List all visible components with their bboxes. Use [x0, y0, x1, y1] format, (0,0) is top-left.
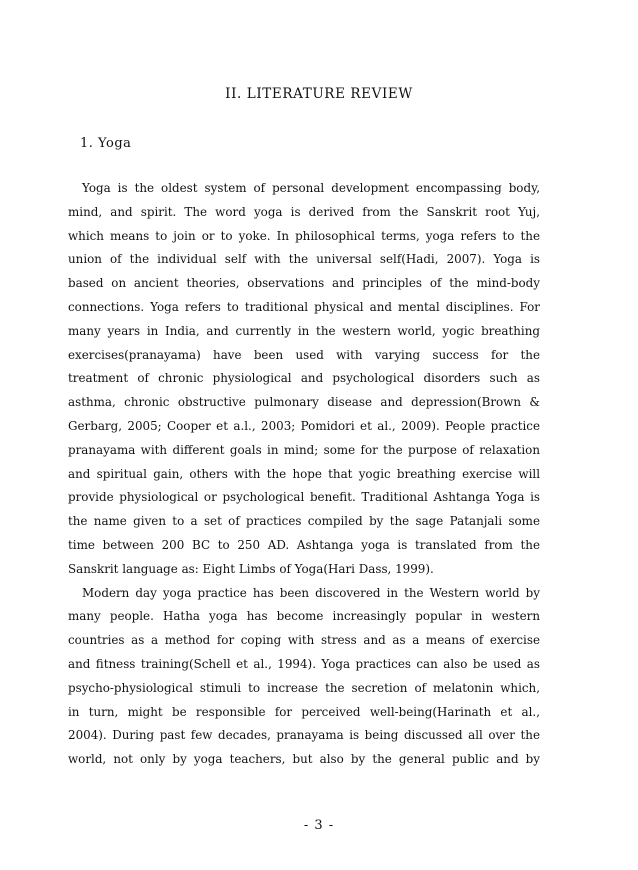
text-line: in turn, might be responsible for perceived well-being(Harinath et al.,: [68, 704, 540, 719]
text-line: asthma, chronic obstructive pulmonary disease and depression(Brown &: [68, 395, 540, 410]
text-line: many people. Hatha yoga has become increasingly popular in western: [68, 609, 540, 624]
chapter-title: II. LITERATURE REVIEW: [225, 86, 413, 102]
text-line: pranayama with different goals in mind; some for the purpose of relaxation: [68, 442, 540, 457]
text-line: union of the individual self with the universal self(Hadi, 2007). Yoga is: [68, 252, 540, 267]
text-line: world, not only by yoga teachers, but also by the general public and by: [68, 752, 540, 767]
page-number: - 3 -: [303, 818, 335, 833]
text-line: which means to join or to yoke. In philosophical terms, yoga refers to the: [68, 228, 540, 243]
text-line: Modern day yoga practice has been discovered in the Western world by: [82, 585, 540, 600]
text-line: treatment of chronic physiological and psychological disorders such as: [68, 371, 540, 386]
text-line: 2004). During past few decades, pranayama is being discussed all over the: [68, 728, 540, 743]
text-line: Sanskrit language as: Eight Limbs of Yoga(Hari Dass, 1999).: [68, 561, 434, 576]
section-heading: 1. Yoga: [80, 136, 132, 151]
text-line: mind, and spirit. The word yoga is derived from the Sanskrit root Yuj,: [68, 204, 540, 219]
text-line: the name given to a set of practices compiled by the sage Patanjali some: [68, 514, 540, 529]
text-line: exercises(pranayama) have been used with varying success for the: [68, 347, 540, 362]
text-line: provide physiological or psychological benefit. Traditional Ashtanga Yoga is: [68, 490, 540, 505]
text-line: time between 200 BC to 250 AD. Ashtanga yoga is translated from the: [68, 537, 540, 552]
text-line: and spiritual gain, others with the hope that yogic breathing exercise will: [68, 466, 540, 481]
text-line: many years in India, and currently in the western world, yogic breathing: [68, 323, 540, 338]
text-line: countries as a method for coping with stress and as a means of exercise: [68, 633, 540, 648]
body-text: [68, 177, 540, 772]
text-line: and fitness training(Schell et al., 1994). Yoga practices can also be used as: [68, 656, 540, 671]
text-line: connections. Yoga refers to traditional physical and mental disciplines. For: [68, 299, 540, 314]
text-line: based on ancient theories, observations and principles of the mind-body: [68, 276, 540, 291]
text-line: Gerbarg, 2005; Cooper et a.l., 2003; Pomidori et al., 2009). People practice: [68, 418, 540, 433]
text-line: Yoga is the oldest system of personal development encompassing body,: [82, 181, 540, 195]
text-line: psycho-physiological stimuli to increase the secretion of melatonin which,: [68, 680, 540, 695]
